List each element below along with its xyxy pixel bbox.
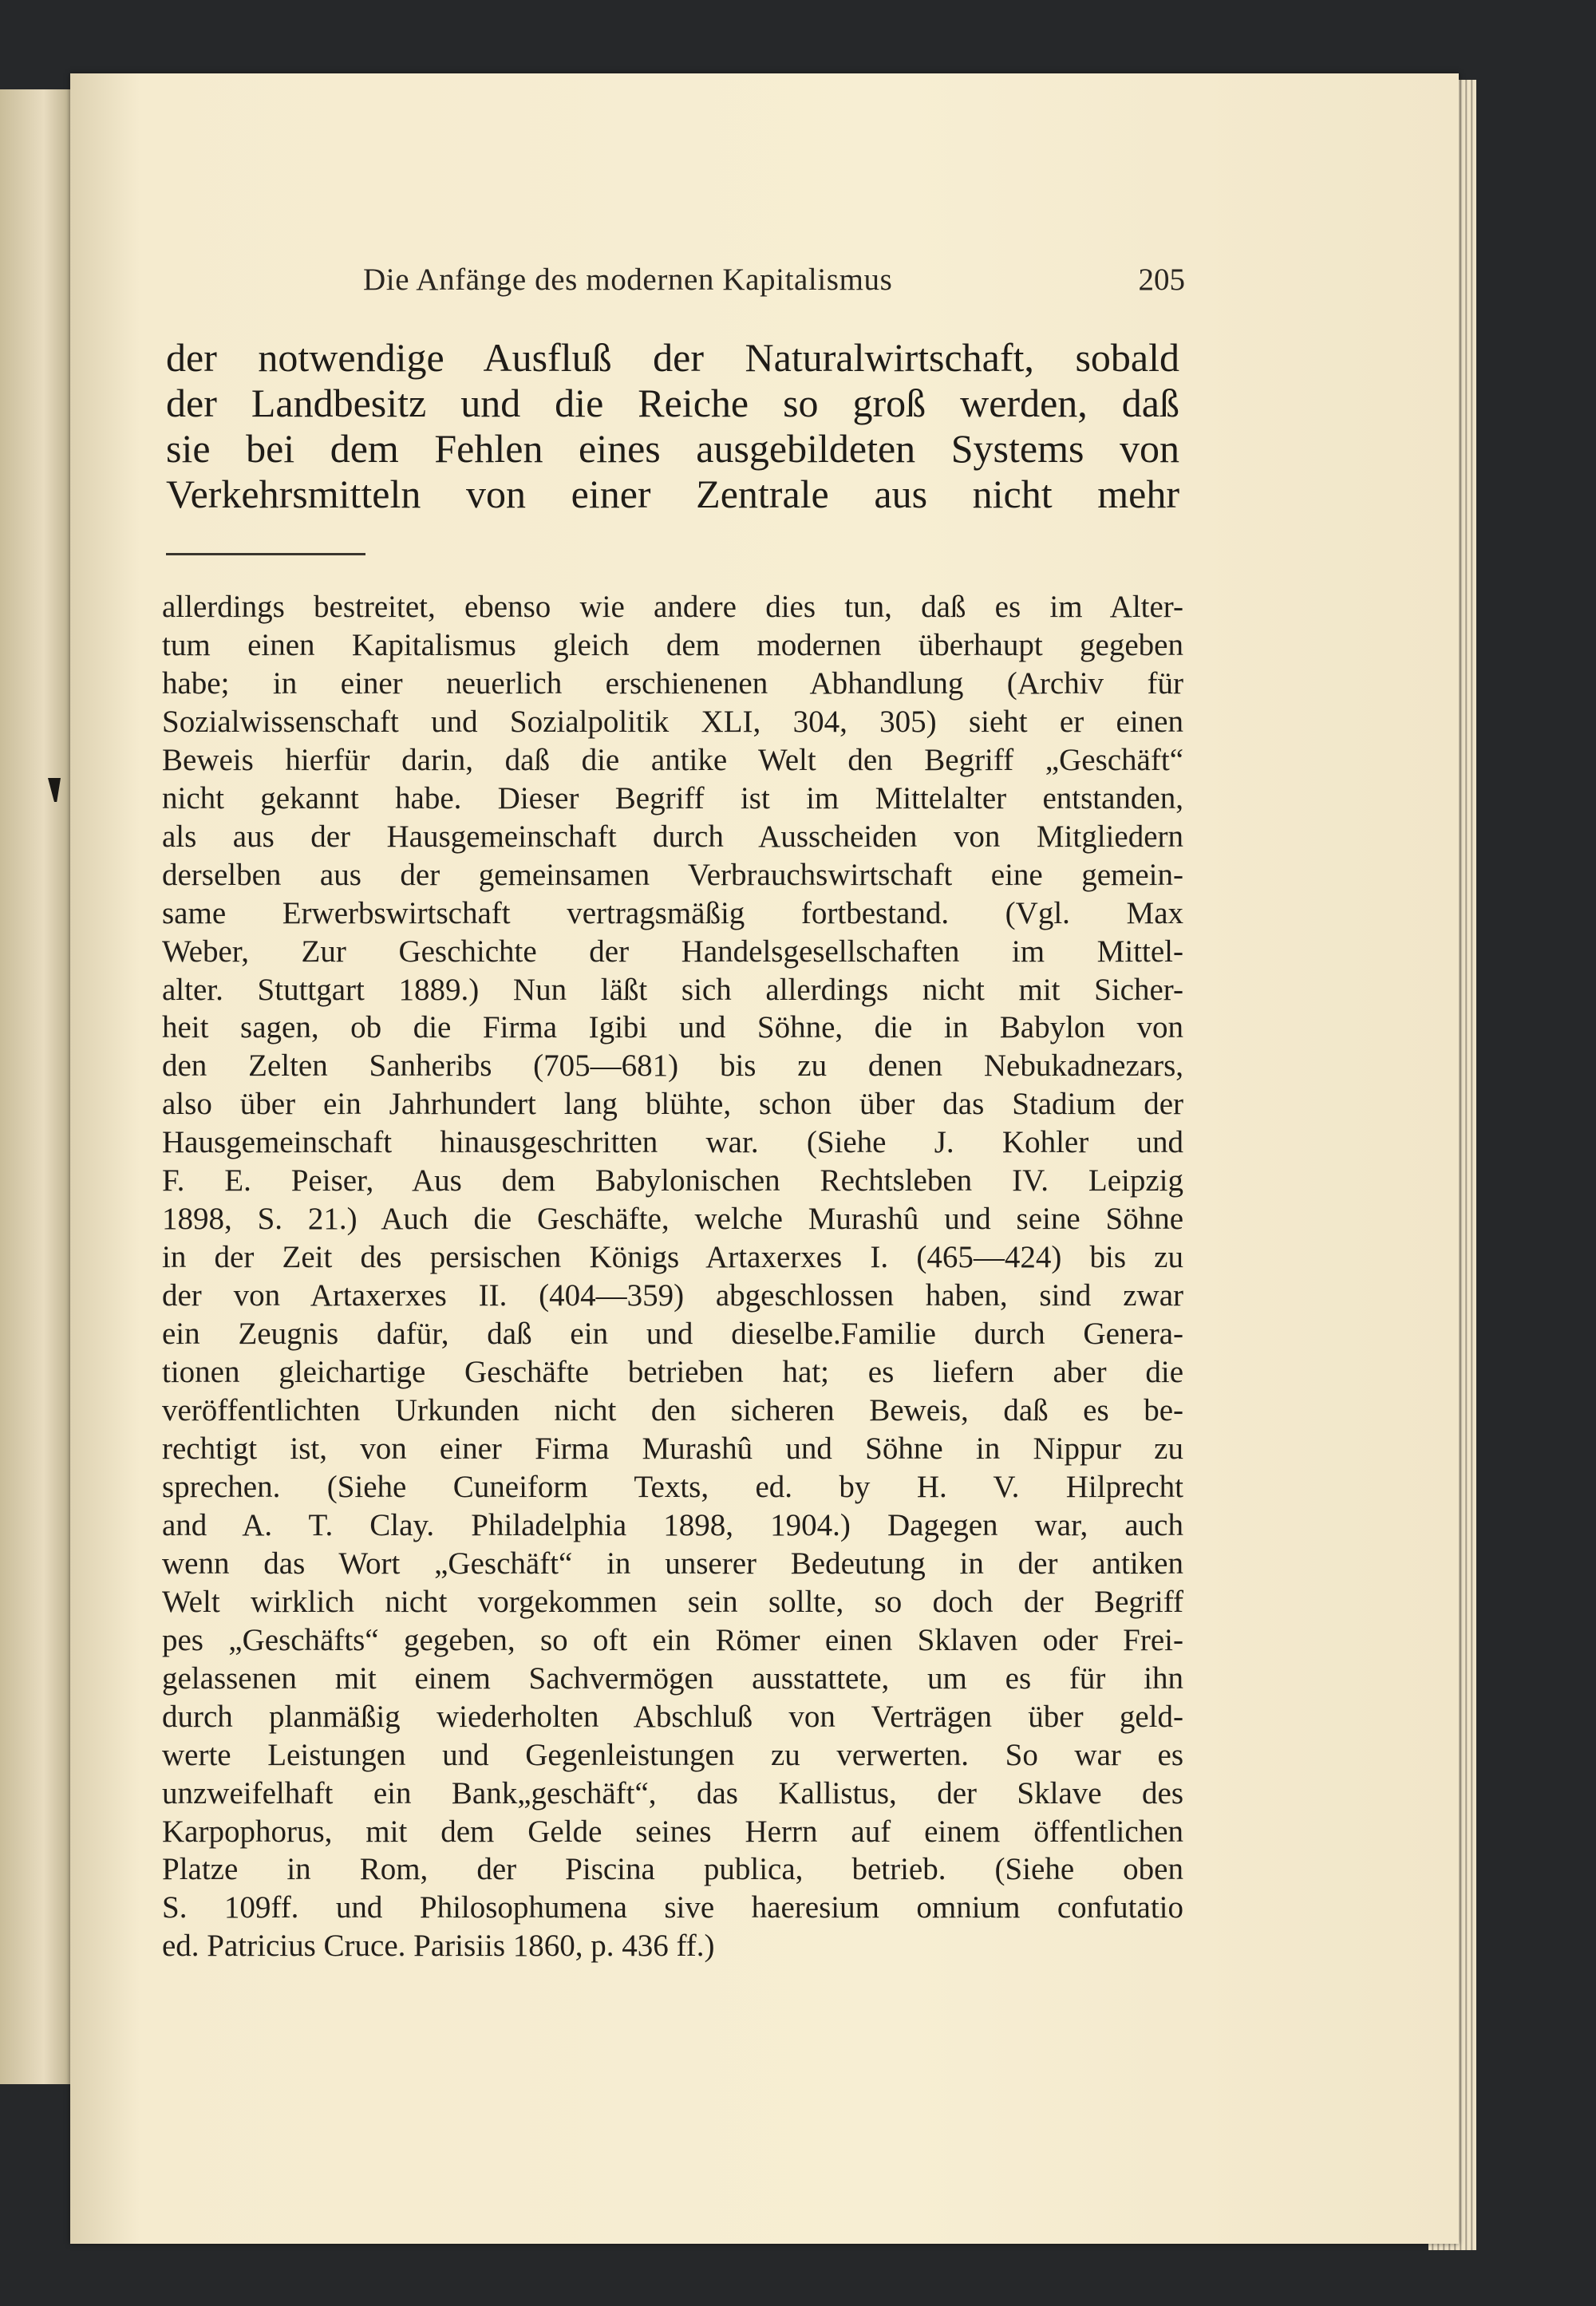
footnote-line: same Erwerbswirtschaft vertragsmäßig fortbestand. (Vgl. Max: [162, 895, 1183, 930]
footnote-line: habe; in einer neuerlich erschienenen Abhandlung (Archiv für: [162, 665, 1183, 701]
footnote-line: werte Leistungen und Gegenleistungen zu verwerten. So war es: [162, 1737, 1183, 1772]
footnote-line: Weber, Zur Geschichte der Handelsgesellschaften im Mittel-: [162, 934, 1183, 969]
footnote-line: and A. T. Clay. Philadelphia 1898, 1904.) Dagegen war, auch: [162, 1507, 1183, 1542]
footnote-line: Karpophorus, mit dem Gelde seines Herrn auf einem öffentlichen: [162, 1814, 1183, 1849]
footnote-line: tionen gleichartige Geschäfte betrieben hat; es liefern aber die: [162, 1355, 1183, 1390]
text-line: der Landbesitz und die Reiche so groß werden, daß: [166, 381, 1179, 425]
footnote-line: gelassenen mit einem Sachvermögen ausstattete, um es für ihn: [162, 1660, 1183, 1696]
footnote-line: unzweifelhaft ein Bank„geschäft“, das Kallistus, der Sklave des: [162, 1775, 1183, 1810]
running-header: [363, 262, 1185, 302]
footnote-line: also über ein Jahrhundert lang blühte, schon über das Stadium der: [162, 1087, 1183, 1122]
footnote-line: 1898, S. 21.) Auch die Geschäfte, welche Murashû und seine Söhne: [162, 1202, 1183, 1237]
footnote-line: ein Zeugnis dafür, daß ein und dieselbe.Familie durch Genera-: [162, 1317, 1183, 1352]
footnote-line: den Zelten Sanheribs (705—681) bis zu denen Nebukadnezars,: [162, 1048, 1183, 1084]
left-page-edge: [0, 89, 73, 2084]
main-text: [166, 335, 1179, 517]
footnote-line: heit sagen, ob die Firma Igibi und Söhne, die in Babylon von: [162, 1010, 1183, 1045]
footnote-line: ed. Patricius Cruce. Parisiis 1860, p. 436 ff.): [162, 1929, 715, 1964]
footnote-line: Hausgemeinschaft hinausgeschritten war. (Siehe J. Kohler und: [162, 1125, 1183, 1160]
footnote-line: Welt wirklich nicht vorgekommen sein sollte, so doch der Begriff: [162, 1584, 1183, 1619]
footnote-line: durch planmäßig wiederholten Abschluß von Verträgen über geld-: [162, 1699, 1183, 1734]
footnote-line: derselben aus der gemeinsamen Verbrauchswirtschaft eine gemein-: [162, 857, 1183, 892]
text-line: Verkehrsmitteln von einer Zentrale aus nicht mehr: [166, 472, 1179, 516]
footnote-line: alter. Stuttgart 1889.) Nun läßt sich allerdings nicht mit Sicher-: [162, 972, 1183, 1007]
footnote-line: sprechen. (Siehe Cuneiform Texts, ed. by H. V. Hilprecht: [162, 1469, 1183, 1504]
page-number: 205: [1138, 263, 1185, 297]
footnote-line: nicht gekannt habe. Dieser Begriff ist im Mittelalter entstanden,: [162, 780, 1183, 815]
footnote-line: allerdings bestreitet, ebenso wie andere dies tun, daß es im Alter-: [162, 590, 1183, 624]
footnote: [162, 588, 1183, 1965]
footnote-line: Platze in Rom, der Piscina publica, betrieb. (Siehe oben: [162, 1852, 1183, 1887]
footnote-line: wenn das Wort „Geschäft“ in unserer Bedeutung in der antiken: [162, 1546, 1183, 1581]
text-line: der notwendige Ausfluß der Naturalwirtschaft, sobald: [166, 335, 1179, 380]
footnote-line: Beweis hierfür darin, daß die antike Welt den Begriff „Geschäft“: [162, 742, 1183, 777]
footnote-line: F. E. Peiser, Aus dem Babylonischen Rechtsleben IV. Leipzig: [162, 1163, 1183, 1198]
footnote-line: rechtigt ist, von einer Firma Murashû und Söhne in Nippur zu: [162, 1431, 1183, 1466]
footnote-line: pes „Geschäfts“ gegeben, so oft ein Römer einen Sklaven oder Frei-: [162, 1622, 1183, 1657]
text-line: sie bei dem Fehlen eines ausgebildeten Systems von: [166, 426, 1179, 471]
footnote-line: tum einen Kapitalismus gleich dem modernen überhaupt gegeben: [162, 627, 1183, 662]
header-title: Die Anfänge des modernen Kapitalismus: [363, 263, 893, 297]
footnote-line: in der Zeit des persischen Königs Artaxerxes I. (465—424) bis zu: [162, 1240, 1183, 1275]
footnote-line: als aus der Hausgemeinschaft durch Ausscheiden von Mitgliedern: [162, 819, 1183, 854]
footnote-line: der von Artaxerxes II. (404—359) abgeschlossen haben, sind zwar: [162, 1278, 1183, 1313]
footnote-line: S. 109ff. und Philosophumena sive haeresium omnium confutatio: [162, 1890, 1183, 1925]
footnote-line: veröffentlichten Urkunden nicht den sicheren Beweis, daß es be-: [162, 1393, 1183, 1428]
footnote-rule: [166, 553, 365, 555]
footnote-line: Sozialwissenschaft und Sozialpolitik XLI, 304, 305) sieht er einen: [162, 704, 1183, 739]
